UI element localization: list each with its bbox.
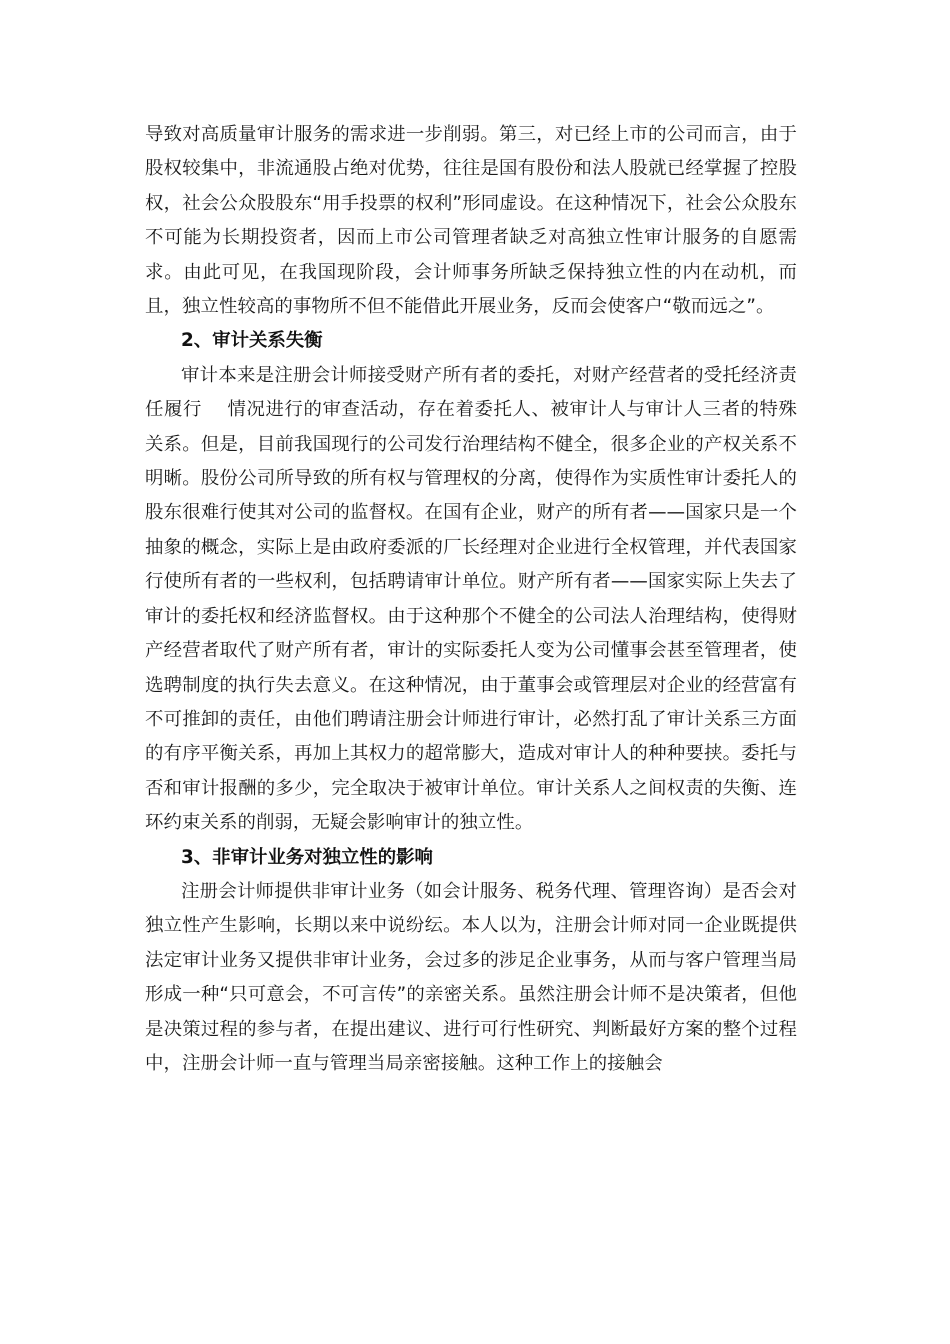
section-heading-2: 2、审计关系失衡 [181, 330, 323, 352]
document-page [145, 118, 797, 1081]
body-paragraph-3: 注册会计师提供非审计业务（如会计服务、税务代理、管理咨询）是否会对独立性产生影响，长期以来中说纷纭。本人以为，注册会计师对同一企业既提供法定审计业务又提供非审计业务，会过多的涉足企业事务，从而与客户管理当局形成一种“只可意会，不可言传”的亲密关系。虽然注册会计师不是决策者，但他是决策过程的参与者，在提出建议、进行可行性研究、判断最好方案的整个过程中，注册会计师一直与管理当局亲密接触。这种工作上的接触会 [145, 880, 797, 1074]
body-paragraph-1: 导致对高质量审计服务的需求进一步削弱。第三，对已经上市的公司而言，由于股权较集中，非流通股占绝对优势，往往是国有股份和法人股就已经掌握了控股权，社会公众股股东“用手投票的权利”形同虚设。在这种情况下，社会公众股东不可能为长期投资者，因而上市公司管理者缺乏对高独立性审计服务的自愿需求。由此可见，在我国现阶段，会计师事务所缺乏保持独立性的内在动机，而且，独立性较高的事物所不但不能借此开展业务，反而会使客户“敬而远之”。 [145, 124, 797, 318]
section-heading-3: 3、非审计业务对独立性的影响 [181, 846, 433, 868]
body-paragraph-2: 审计本来是注册会计师接受财产所有者的委托，对财产经营者的受托经济责任履行 情况进行的审查活动，存在着委托人、被审计人与审计人三者的特殊关系。但是，目前我国现行的公司发行治理结构不健全，很多企业的产权关系不明晰。股份公司所导致的所有权与管理权的分离，使得作为实质性审计委托人的股东很难行使其对公司的监督权。在国有企业，财产的所有者——国家只是一个抽象的概念，实际上是由政府委派的厂长经理对企业进行全权管理，并代表国家行使所有者的一些权利，包括聘请审计单位。财产所有者——国家实际上失去了审计的委托权和经济监督权。由于这种那个不健全的公司法人治理结构，使得财产经营者取代了财产所有者，审计的实际委托人变为公司懂事会甚至管理者，使选聘制度的执行失去意义。在这种情况，由于董事会或管理层对企业的经营富有不可推卸的责任，由他们聘请注册会计师进行审计，必然打乱了审计关系三方面的有序平衡关系，再加上其权力的超常膨大，造成对审计人的种种要挟。委托与否和审计报酬的多少，完全取决于被审计单位。审计关系人之间权责的失衡、连环约束关系的削弱，无疑会影响审计的独立性。 [145, 364, 797, 834]
